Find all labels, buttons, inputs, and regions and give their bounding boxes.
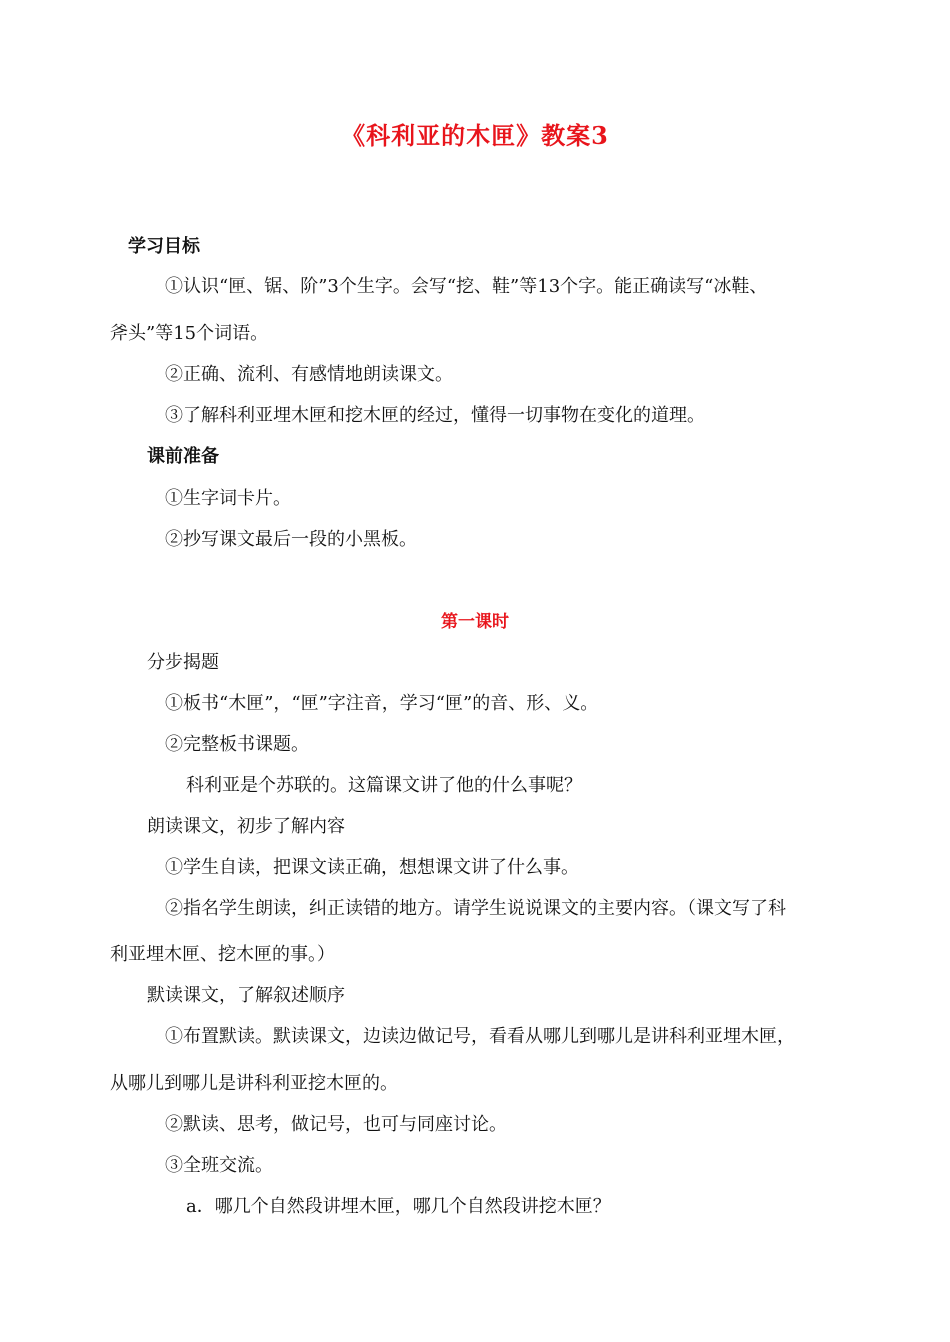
paragraph-line: ①布置默读。默读课文，边读边做记号，看看从哪儿到哪儿是讲科利亚埋木匣，: [165, 1026, 795, 1047]
paragraph-line: ①认识“匣、锯、阶”3个生字。会写“挖、鞋”等13个字。能正确读写“冰鞋、: [165, 276, 768, 297]
paragraph-line: 分步揭题: [147, 652, 219, 673]
paragraph-line: 斧头”等15个词语。: [110, 323, 269, 344]
paragraph-line: a．哪几个自然段讲埋木匣，哪几个自然段讲挖木匣？: [186, 1196, 611, 1217]
lesson-heading: 第一课时: [441, 612, 509, 632]
section-heading-preparation: 课前准备: [147, 446, 219, 467]
paragraph-line: ②正确、流利、有感情地朗读课文。: [165, 364, 453, 385]
document-title: 《科利亚的木匣》教案3: [341, 121, 609, 150]
paragraph-line: ②完整板书课题。: [165, 734, 309, 755]
paragraph-line: ①生字词卡片。: [165, 488, 291, 509]
paragraph-line: ③全班交流。: [165, 1155, 273, 1176]
paragraph-line: 科利亚是个苏联的。这篇课文讲了他的什么事呢？: [186, 775, 582, 796]
paragraph-line: ②指名学生朗读，纠正读错的地方。请学生说说课文的主要内容。（课文写了科: [165, 898, 786, 919]
section-heading-objectives: 学习目标: [128, 236, 200, 257]
paragraph-line: 默读课文，了解叙述顺序: [147, 985, 345, 1006]
paragraph-line: ①板书“木匣”，“匣”字注音，学习“匣”的音、形、义。: [165, 693, 599, 714]
paragraph-line: ②抄写课文最后一段的小黑板。: [165, 529, 417, 550]
paragraph-line: ①学生自读，把课文读正确，想想课文讲了什么事。: [165, 857, 579, 878]
paragraph-line: 朗读课文，初步了解内容: [147, 816, 345, 837]
paragraph-line: 利亚埋木匣、挖木匣的事。）: [110, 944, 335, 965]
paragraph-line: ③了解科利亚埋木匣和挖木匣的经过，懂得一切事物在变化的道理。: [165, 405, 705, 426]
paragraph-line: ②默读、思考，做记号，也可与同座讨论。: [165, 1114, 507, 1135]
paragraph-line: 从哪儿到哪儿是讲科利亚挖木匣的。: [110, 1073, 398, 1094]
